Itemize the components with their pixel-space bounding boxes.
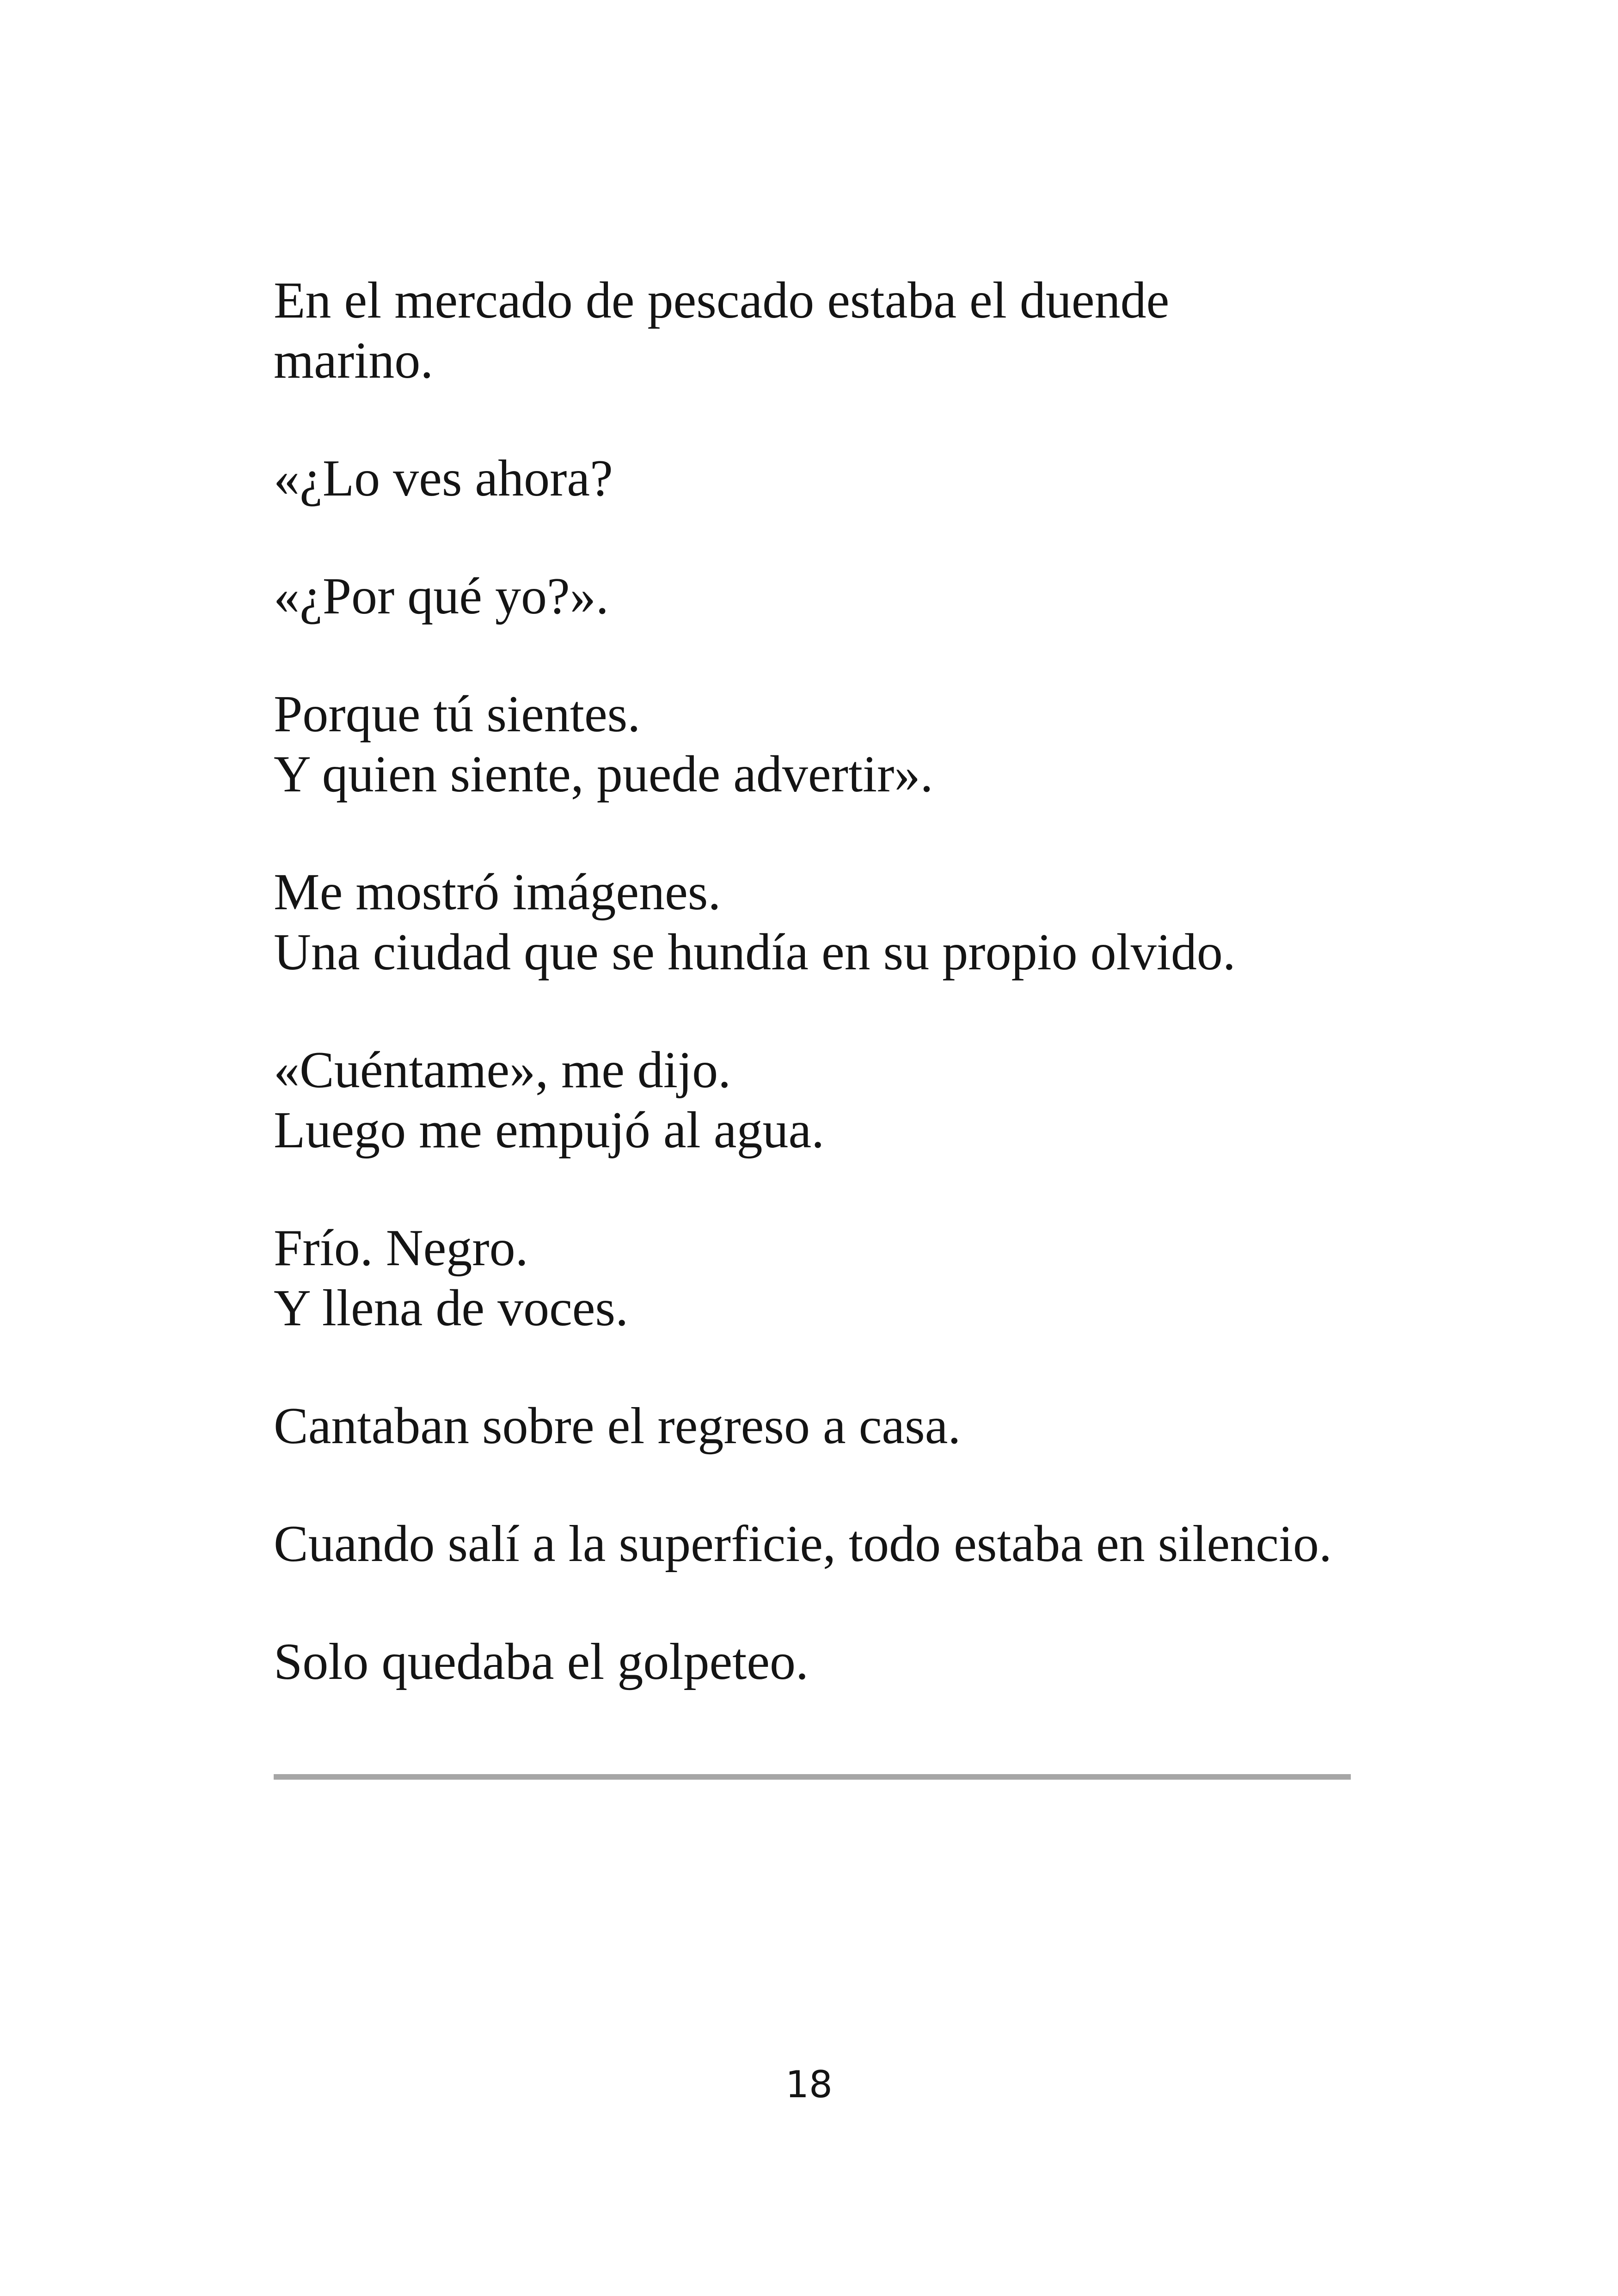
paragraph-6: [274, 1040, 1383, 1160]
paragraph-7: [274, 1218, 1383, 1338]
text-line: Y quien siente, puede advertir».: [274, 746, 933, 803]
page-number: 18: [785, 2063, 833, 2106]
paragraph-8: [274, 1396, 1383, 1456]
paragraph-4: [274, 684, 1383, 804]
text-line: Solo quedaba el golpeteo.: [274, 1633, 809, 1690]
paragraph-2: [274, 448, 1383, 508]
text-line: Me mostró imágenes.: [274, 863, 721, 921]
text-line: Y llena de voces.: [274, 1280, 629, 1337]
text-body: [274, 270, 1383, 1750]
paragraph-1: [274, 270, 1383, 391]
text-line: «Cuéntame», me dijo.: [274, 1041, 731, 1099]
text-line: Cuando salí a la superficie, todo estaba en silencio.: [274, 1515, 1332, 1573]
text-line: marino.: [274, 332, 434, 389]
text-line: Luego me empujó al agua.: [274, 1102, 825, 1159]
text-line: Cantaban sobre el regreso a casa.: [274, 1397, 961, 1455]
paragraph-3: [274, 566, 1383, 626]
section-divider: [274, 1774, 1351, 1780]
paragraph-10: [274, 1632, 1383, 1692]
text-line: «¿Por qué yo?».: [274, 568, 609, 625]
paragraph-9: [274, 1514, 1383, 1574]
text-line: Porque tú sientes.: [274, 686, 641, 743]
text-line: Una ciudad que se hundía en su propio olvido.: [274, 924, 1236, 981]
text-line: Frío. Negro.: [274, 1219, 528, 1277]
paragraph-5: [274, 862, 1383, 982]
text-line: «¿Lo ves ahora?: [274, 450, 613, 507]
text-line: En el mercado de pescado estaba el duende: [274, 272, 1170, 329]
